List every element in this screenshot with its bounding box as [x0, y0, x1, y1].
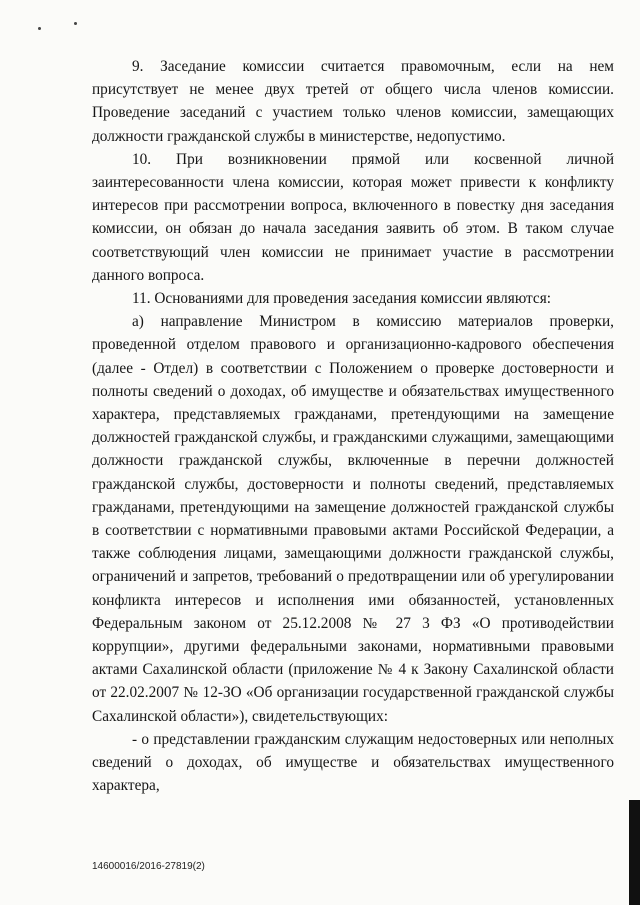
paragraph-10: 10. При возникновении прямой или косвенной личной заинтересованности члена комиссии, которая может привести к конфликту интересов при рассмотрении вопроса, включенного в повестку дня заседания комиссии, он обязан до начала заседания заявить об этом. В таком случае соответствующий член комиссии не принимает участие в рассмотрении данного вопроса. [92, 150, 614, 284]
scan-speck [38, 27, 41, 30]
scan-edge-bar [629, 800, 640, 905]
paragraph-11-a-item: - о представлении гражданским служащим недостоверных или неполных сведений о доходах, об имуществе и обязательствах имущественного характера, [92, 730, 614, 795]
paragraph-11-a: а) направление Министром в комиссию материалов проверки, проведенной отделом правового и организационно-кадрового обеспечения (далее - Отдел) в соответствии с Положением о проверке достоверности и полноты сведений о доходах, об имуществе и обязательствах имущественного характера, представляемых гражданами, претендующими на замещение должностей гражданской службы, и гражданскими служащими, замещающими должности гражданской службы, включенные в перечни должностей гражданской службы, достоверности и полноты сведений, представляемых гражданами, претендующими на замещение должностей гражданской службы в соответствии с нормативными правовыми актами Российской Федерации, а также соблюдения лицами, замещающими должности гражданской службы, ограничений и запретов, требований о предотвращении или об урегулировании конфликта интересов и исполнения ими обязанностей, установленных Федеральным законом от 25.12.2008 № 27 3 ФЗ «О противодействии коррупции», другими федеральными законами, нормативными правовыми актами Сахалинской области (приложение № 4 к Закону Сахалинской области от 22.02.2007 № 12-ЗО «Об организации государственной гражданской службы Сахалинской области»), свидетельствующих: [92, 313, 614, 725]
document-footer-code: 14600016/2016-27819(2) [92, 861, 205, 872]
document-body [92, 55, 614, 798]
paragraph-11: 11. Основаниями для проведения заседания комиссии являются: [132, 290, 551, 308]
paragraph-9: 9. Заседание комиссии считается правомочным, если на нем присутствует не менее двух третей от общего числа членов комиссии. Проведение заседаний с участием только членов комиссии, замещающих должности гражданской службы в министерстве, недопустимо. [92, 58, 614, 145]
scan-speck [74, 22, 77, 25]
